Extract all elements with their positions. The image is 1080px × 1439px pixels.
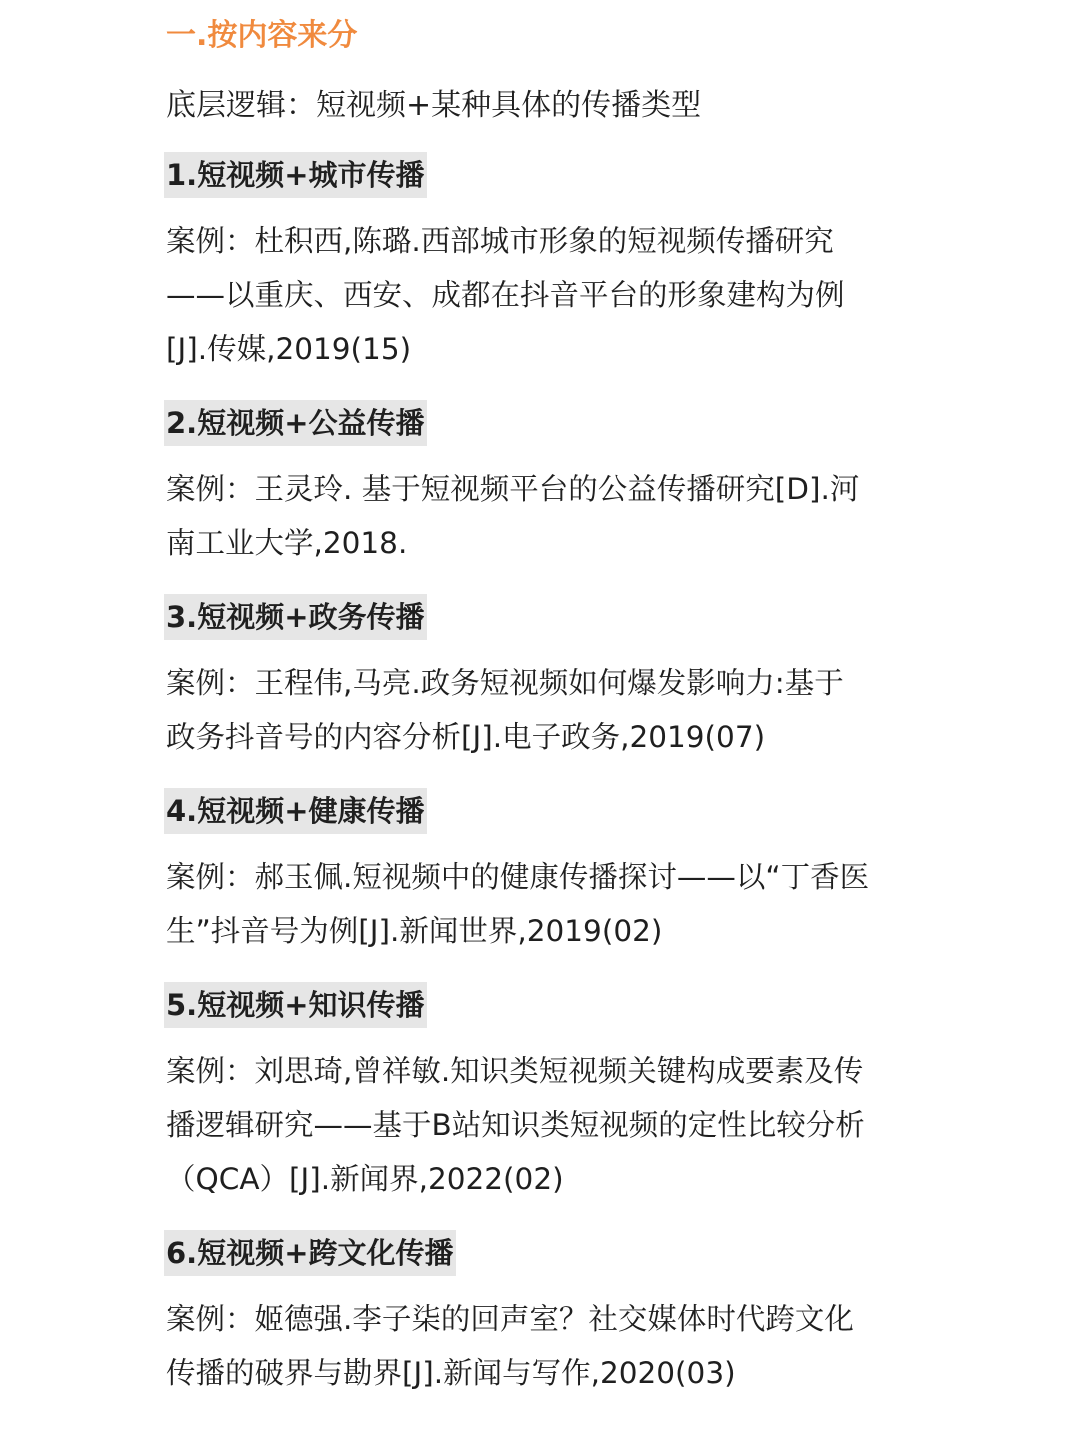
section-health [166,788,926,958]
section-heading: 6.短视频+跨文化传播 [164,1230,456,1276]
intro-text: 底层逻辑：短视频+某种具体的传播类型 [166,88,702,123]
case-line: 案例：姬德强.李子柒的回声室？社交媒体时代跨文化 [166,1302,854,1336]
case-line: ——以重庆、西安、成都在抖音平台的形象建构为例 [166,278,845,312]
case-line: （QCA）[J].新闻界,2022(02) [166,1162,564,1196]
case-text [166,214,926,376]
case-line: 案例：刘思琦,曾祥敏.知识类短视频关键构成要素及传 [166,1054,864,1088]
section-knowledge [166,982,926,1206]
section-heading: 2.短视频+公益传播 [164,400,427,446]
case-text [166,656,926,764]
case-line: 案例：王灵玲. 基于短视频平台的公益传播研究[D].河 [166,472,860,506]
section-public-welfare [166,400,926,570]
case-text [166,462,926,570]
page-title: 一.按内容来分 [166,18,358,53]
case-line: 传播的破界与勘界[J].新闻与写作,2020(03) [166,1356,736,1390]
case-text [166,850,926,958]
section-cross-cultural [166,1230,926,1400]
case-line: 案例：杜积西,陈璐.西部城市形象的短视频传播研究 [166,224,834,258]
case-text [166,1292,926,1400]
case-line: 案例：王程伟,马亮.政务短视频如何爆发影响力:基于 [166,666,844,700]
section-heading: 5.短视频+知识传播 [164,982,427,1028]
section-city [166,152,926,376]
case-line: 南工业大学,2018. [166,526,408,560]
case-line: 生”抖音号为例[J].新闻世界,2019(02) [166,914,663,948]
case-line: [J].传媒,2019(15) [166,332,412,366]
section-heading: 3.短视频+政务传播 [164,594,427,640]
case-text [166,1044,926,1206]
case-line: 政务抖音号的内容分析[J].电子政务,2019(07) [166,720,766,754]
case-line: 播逻辑研究——基于B站知识类短视频的定性比较分析 [166,1108,865,1142]
case-line: 案例：郝玉佩.短视频中的健康传播探讨——以“丁香医 [166,860,870,894]
section-heading: 1.短视频+城市传播 [164,152,427,198]
section-government [166,594,926,764]
section-heading: 4.短视频+健康传播 [164,788,427,834]
